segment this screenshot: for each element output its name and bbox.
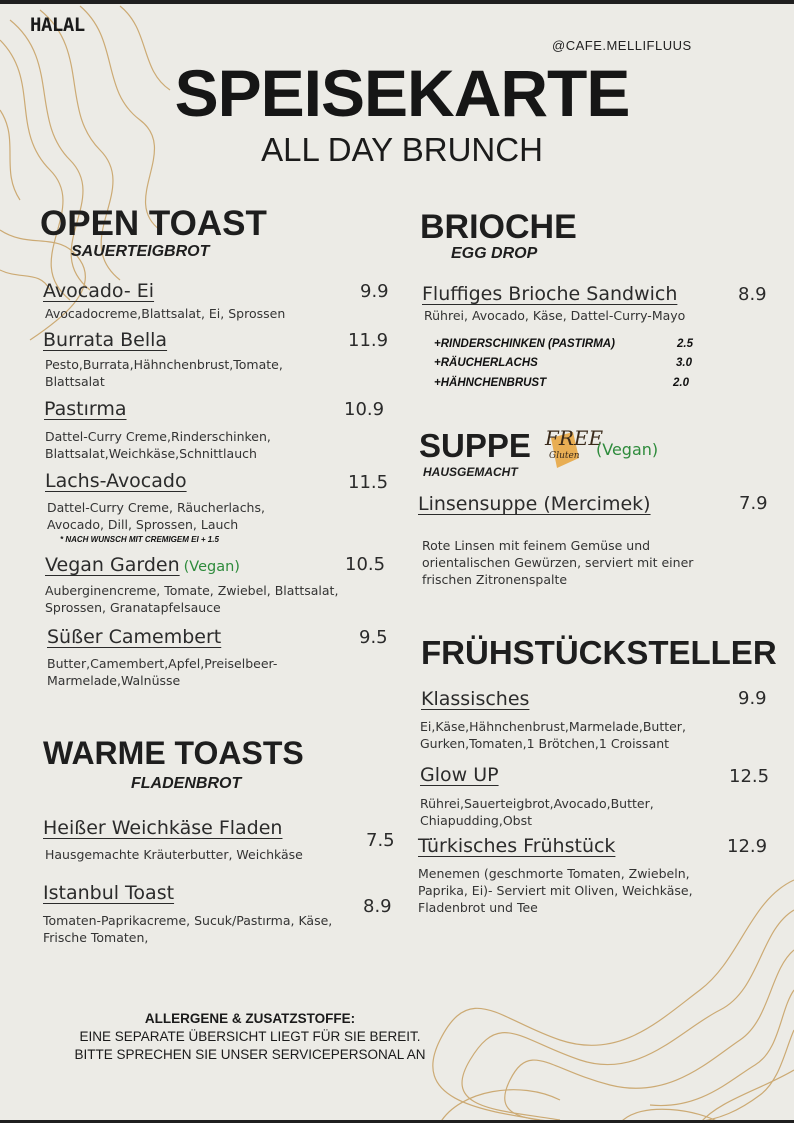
menu-item-price: 11.9 [348,330,389,351]
menu-item-description: Rote Linsen mit feinem Gemüse und orientalischen Gewürzen, serviert mit einer frischen Zitronenspalte [422,538,694,587]
menu-item-price: 9.9 [360,281,389,302]
gluten-free-badge-main: FREE [545,426,604,450]
menu-item-description: Hausgemachte Kräuterbutter, Weichkäse [45,847,303,862]
extra-option: +RÄUCHERLACHS [434,357,538,369]
section-title-open-toast: OPEN TOAST [40,204,267,243]
menu-item-name: Fluffiges Brioche Sandwich [422,283,678,305]
menu-item-price: 12.5 [729,766,770,787]
menu-item-price: 9.5 [359,627,388,648]
menu-item-description: Dattel-Curry Creme,Rinderschinken, Blattsalat,Weichkäse,Schnittlauch [45,429,271,461]
page-subtitle: ALL DAY BRUNCH [261,131,543,168]
menu-item-name [45,555,240,576]
menu-item-price: 7.5 [366,830,395,851]
menu-item-name: Lachs-Avocado [45,470,187,492]
extra-option-price: 2.5 [677,338,693,350]
menu-item-description: Avocadocreme,Blattsalat, Ei, Sprossen [45,306,286,321]
menu-item-name: Türkisches Frühstück [418,835,616,857]
section-subtitle-egg-drop: EGG DROP [451,245,538,262]
section-subtitle-hausgemacht: HAUSGEMACHT [423,465,518,479]
section-title-warme-toasts: WARME TOASTS [43,735,304,771]
allergy-line-1: EINE SEPARATE ÜBERSICHT LIEGT FÜR SIE BEREIT. [79,1029,421,1044]
section-title-brioche: BRIOCHE [420,208,577,246]
section-title-suppe: SUPPE [419,427,531,464]
allergy-notice [0,1010,500,1064]
menu-item-description: Dattel-Curry Creme, Räucherlachs, Avocado, Dill, Sprossen, Lauch [47,500,265,532]
menu-item-description: Tomaten-Paprikacreme, Sucuk/Pastırma, Käse, Frische Tomaten, [43,913,333,945]
extra-option: +RINDERSCHINKEN (PASTIRMA) [434,338,615,350]
menu-item-price: 12.9 [727,836,768,857]
menu-item-name: Linsensuppe (Mercimek) [418,493,651,515]
menu-item-note: * NACH WUNSCH MIT CREMIGEM EI + 1.5 [60,535,219,544]
menu-item-name: Pastırma [44,398,127,420]
social-handle: @CAFE.MELLIFLUUS [552,38,692,53]
section-subtitle-sauerteigbrot: SAUERTEIGBROT [71,243,210,260]
menu-item-name: Istanbul Toast [43,882,175,904]
extra-option-price: 3.0 [676,357,692,369]
allergy-heading: ALLERGENE & ZUSATZSTOFFE: [144,1011,356,1026]
menu-item-description: Butter,Camembert,Apfel,Preiselbeer-Marmelade,Walnüsse [47,656,278,688]
gluten-free-badge-sub: Gluten [549,451,580,461]
menu-item-description: Rührei, Avocado, Käse, Dattel-Curry-Mayo [424,308,686,323]
menu-item-description: Rührei,Sauerteigbrot,Avocado,Butter, Chiapudding,Obst [420,796,654,828]
menu-item-price: 10.5 [345,554,386,575]
menu-item-description: Pesto,Burrata,Hähnchenbrust,Tomate, Blattsalat [45,357,283,389]
menu-item-name-text: Vegan Garden [45,554,180,576]
menu-item-description: Auberginencreme, Tomate, Zwiebel, Blattsalat, Sprossen, Granatapfelsauce [45,583,339,615]
section-title-fruehstuecksteller: FRÜHSTÜCKSTELLER [421,634,777,671]
menu-item-price: 9.9 [738,688,767,709]
menu-item-description: Menemen (geschmorte Tomaten, Zwiebeln, Paprika, Ei)- Serviert mit Oliven, Weichkäse, Fladenbrot und Tee [418,866,693,915]
vegan-tag: (Vegan) [183,559,240,575]
gluten-free-badge [543,426,604,476]
menu-item-description: Ei,Käse,Hähnchenbrust,Marmelade,Butter, Gurken,Tomaten,1 Brötchen,1 Croissant [420,719,686,751]
top-border [0,0,794,4]
page-title: SPEISEKARTE [174,56,630,130]
menu-item-name: Klassisches [421,688,530,710]
menu-item-price: 8.9 [738,284,767,305]
menu-item-price: 10.9 [344,399,385,420]
vegan-tag: (Vegan) [596,440,659,459]
allergy-line-2: BITTE SPRECHEN SIE UNSER SERVICEPERSONAL AN [74,1047,426,1062]
extra-option-price: 2.0 [673,377,689,389]
menu-item-price: 8.9 [363,896,392,917]
section-subtitle-fladenbrot: FLADENBROT [131,775,242,792]
menu-item-name: Glow UP [420,764,499,786]
menu-item-name: Avocado- Ei [43,280,155,302]
menu-item-price: 11.5 [348,472,389,493]
menu-item-name: Süßer Camembert [47,626,222,648]
extra-option: +HÄHNCHENBRUST [434,377,547,389]
menu-item-name: Burrata Bella [43,329,168,351]
halal-label: HALAL [30,14,85,36]
menu-item-name: Heißer Weichkäse Fladen [43,817,283,839]
menu-item-price: 7.9 [739,493,768,514]
